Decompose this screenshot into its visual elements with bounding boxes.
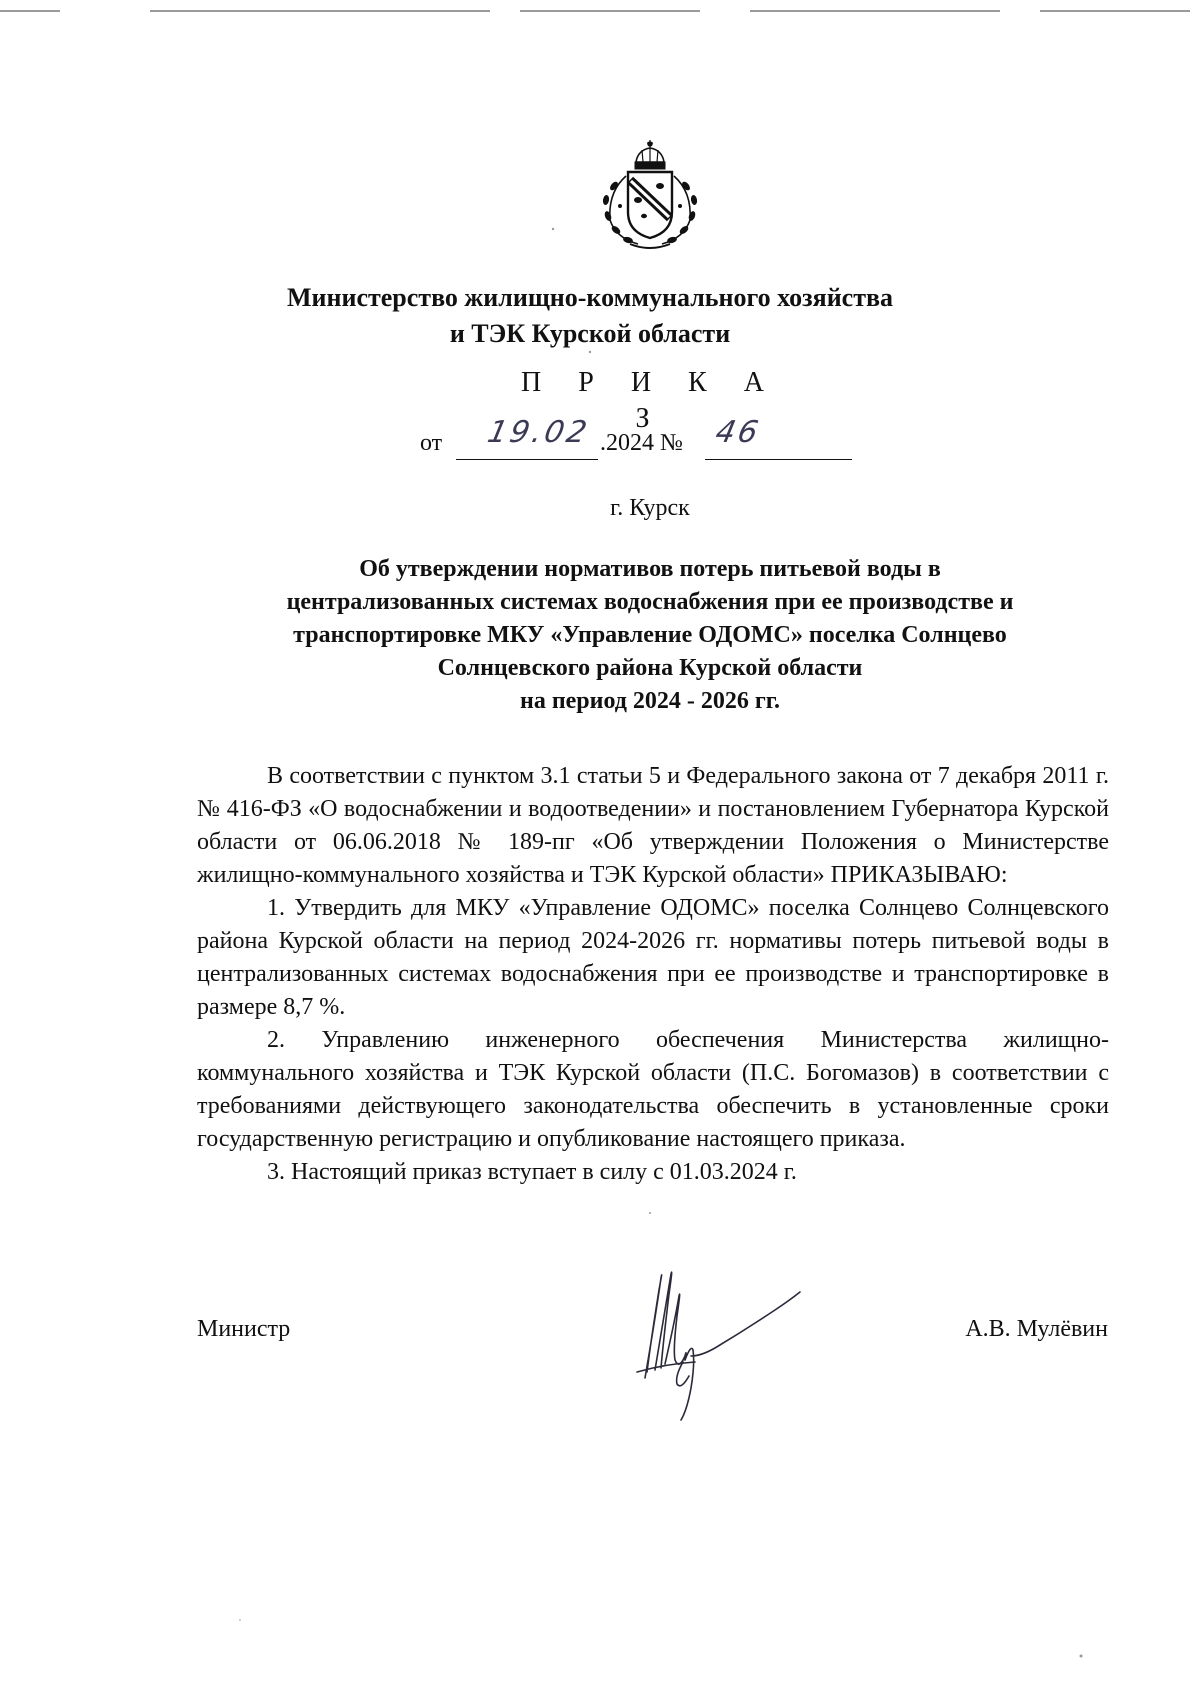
order-item-3: 3. Настоящий приказ вступает в силу с 01.03.2024 г. <box>267 1159 797 1185</box>
scan-edge-line <box>0 10 1200 14</box>
ministry-name <box>240 280 940 352</box>
order-item-1: 1. Утвердить для МКУ «Управление ОДОМС» поселка Солнцево Солнцевского района Курской области на период 2024-2026 гг. нормативы потерь питьевой воды в централизованных системах водоснабжения при ее производстве и транспортировке в размере 8,7 %. <box>197 895 1109 1020</box>
ministry-name-line-1: Министерство жилищно-коммунального хозяйства <box>286 283 894 312</box>
signatory-name: А.В. Мулёвин <box>965 1316 1108 1342</box>
ministry-name-line-2: и ТЭК Курской области <box>449 319 731 348</box>
year-and-number-label: .2024 № <box>600 430 683 456</box>
handwritten-signature-icon <box>625 1260 825 1430</box>
handwritten-number: 46 <box>712 415 765 450</box>
title-line: Солнцевского района Курской области <box>437 655 863 681</box>
kursk-coat-of-arms-icon <box>590 140 710 252</box>
document-body <box>197 760 1109 1189</box>
order-item-2: 2. Управлению инженерного обеспечения Министерства жилищно-коммунального хозяйства и ТЭК Курской области (П.С. Богомазов) в соответствии с требованиями действующего законодательства обеспечить в установленные сроки государственную регистрацию и опубликование настоящего приказа. <box>197 1027 1109 1152</box>
date-number-line <box>420 415 940 465</box>
date-prefix: от <box>420 430 443 456</box>
title-line: централизованных системах водоснабжения при ее производстве и <box>286 589 1014 615</box>
title-line: Об утверждении нормативов потерь питьевой воды в <box>359 556 941 582</box>
title-line: на период 2024 - 2026 гг. <box>519 688 780 714</box>
title-line: транспортировке МКУ «Управление ОДОМС» поселка Солнцево <box>293 622 1007 648</box>
handwritten-date: 19.02 <box>484 415 593 450</box>
document-title <box>190 553 1110 718</box>
preamble-paragraph: В соответствии с пунктом 3.1 статьи 5 и Федерального закона от 7 декабря 2011 г. № 416-ФЗ «О водоснабжении и водоотведении» и постановлением Губернатора Курской области от 06.06.2018 № 189-пг «Об утверждении Положения о Министерстве жилищно-коммунального хозяйства и ТЭК Курской области» ПРИКАЗЫВАЮ: <box>197 763 1109 888</box>
city: г. Курск <box>610 495 690 521</box>
signatory-position: Министр <box>197 1316 291 1342</box>
document-type: П Р И К А З <box>521 367 779 434</box>
